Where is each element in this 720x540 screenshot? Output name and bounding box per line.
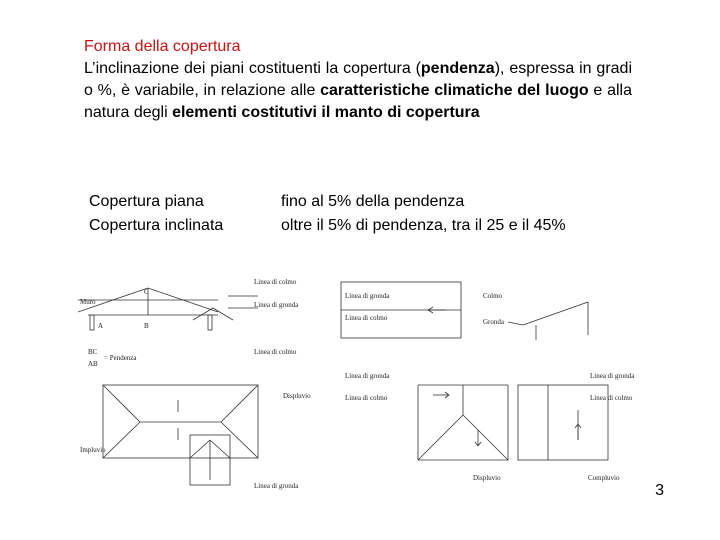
label-colmo: Colmo	[483, 292, 503, 300]
label-compluvio: Compluvio	[588, 474, 620, 482]
slope-arrows	[428, 307, 581, 446]
para-part-1: L’inclinazione dei piani costituenti la copertura (	[84, 60, 421, 77]
para-part-2: pendenza	[420, 60, 495, 77]
roof-type-label: Copertura inclinata	[89, 217, 224, 234]
label-linea-di-colmo-1: Linea di colmo	[254, 278, 297, 286]
label-ab: AB	[88, 360, 98, 368]
roof-row-inclined	[89, 214, 566, 238]
label-gronda: Gronda	[483, 318, 504, 326]
label-linea-di-gronda-5: Linea di gronda	[590, 372, 635, 380]
roof-type-description: oltre il 5% di pendenza, tra il 25 e il 45%	[281, 217, 566, 234]
label-linea-di-colmo-5: Linea di colmo	[590, 394, 633, 402]
roof-row-flat	[89, 190, 566, 214]
roof-section-diagram	[78, 288, 258, 330]
slide-paragraph	[84, 58, 632, 124]
roof-type-description: fino al 5% della pendenza	[281, 193, 465, 210]
label-c: C	[144, 288, 149, 296]
label-linea-di-gronda-2: Linea di gronda	[254, 482, 299, 490]
roof-diagrams	[78, 270, 668, 495]
para-part-5: e alla natura degli	[84, 82, 632, 121]
label-displuvio-2: Displuvio	[473, 474, 501, 482]
label-linea-di-colmo-2: Linea di colmo	[254, 348, 297, 356]
label-b: B	[144, 322, 149, 330]
slide-title: Forma della copertura	[84, 38, 241, 55]
label-linea-di-gronda-1: Linea di gronda	[254, 301, 299, 309]
label-linea-di-gronda-3: Linea di gronda	[345, 292, 390, 300]
label-muro: Muro	[80, 298, 96, 306]
para-part-6: elementi costitutivi il manto di copertura	[172, 104, 480, 121]
label-a: A	[98, 322, 104, 330]
roof-types-table	[89, 190, 566, 238]
label-pendenza: = Pendenza	[104, 354, 137, 362]
label-linea-di-gronda-4: Linea di gronda	[345, 372, 390, 380]
para-part-4: caratteristiche climatiche del luogo	[320, 82, 589, 99]
page-number: 3	[655, 482, 664, 499]
para-part-3: ), espressa in gradi o %, è variabile, in relazione alle	[84, 60, 633, 99]
roof-shed-section-diagram	[508, 302, 588, 340]
label-linea-di-colmo-4: Linea di colmo	[345, 394, 388, 402]
roof-type-label: Copertura piana	[89, 193, 204, 210]
label-impluvio: Impluvio	[80, 446, 106, 454]
roof-plan-diagram-middle-bottom	[418, 385, 508, 460]
label-bc: BC	[88, 348, 98, 356]
label-linea-di-colmo-3: Linea di colmo	[345, 314, 388, 322]
label-displuvio-1: Displuvio	[283, 392, 311, 400]
roof-plan-diagram-left	[103, 385, 258, 485]
